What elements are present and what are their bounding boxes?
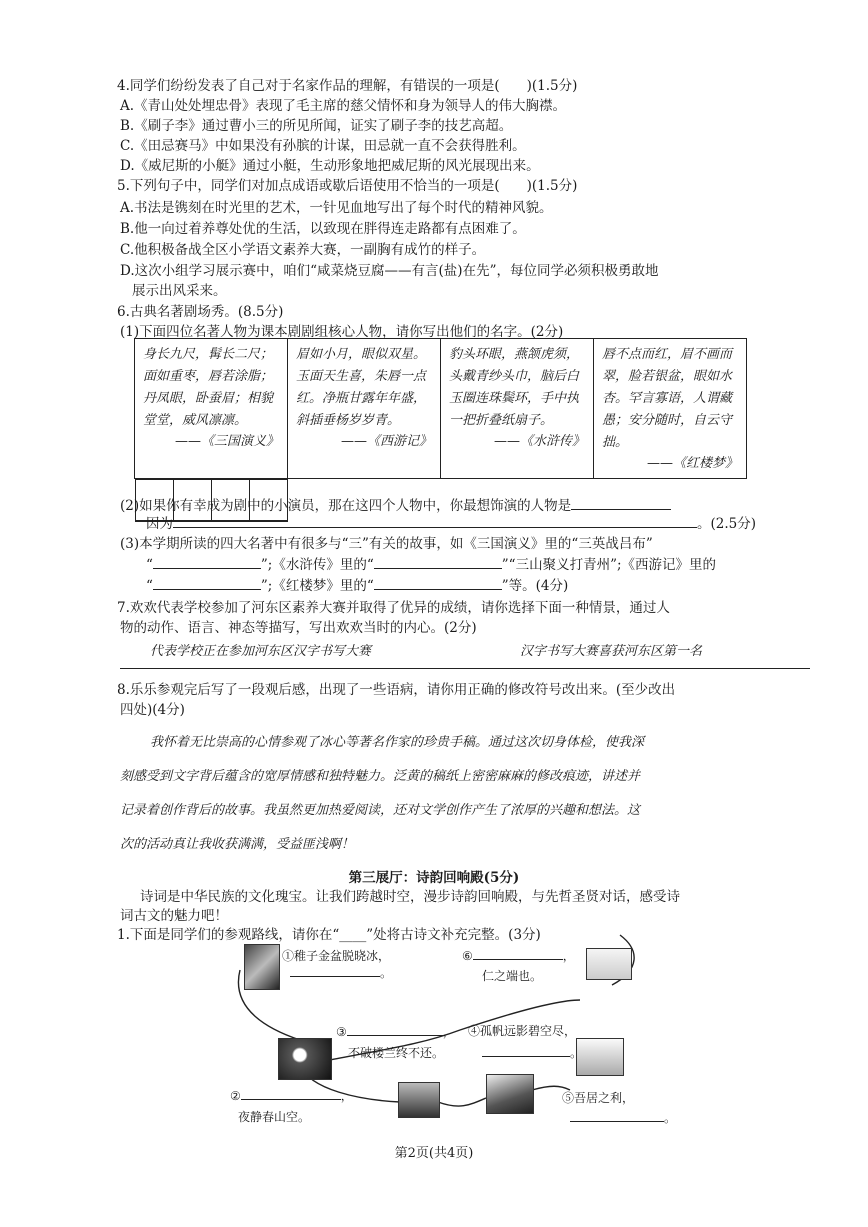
q4-option-a: A.《青山处处埋忠骨》表现了毛主席的慈父情怀和身为领导人的伟大胸襟。 [120,98,567,114]
stop-3-num: ③ [336,1025,347,1039]
quote-mark: “ [146,557,153,573]
q6-sub2-score: 。(2.5分) [697,516,757,532]
section-intro: 诗词是中华民族的文化瑰宝。让我们跨越时空，漫步诗韵回响殿，与先哲圣贤对话，感受诗 [140,889,680,905]
q5-option-d: D.这次小组学习展示赛中，咱们“咸菜烧豆腐——有言(盐)在先”，每位同学必须积极勇敢地 [120,263,659,279]
character-desc: 唇不点而红，眉不画而翠，脸若银盆，眼如水杏。罕言寡语，人谓藏愚；安分随时，自云守拙。 [602,347,733,450]
punct: 。 [664,1111,677,1125]
q4-option-c: C.《田忌赛马》中如果没有孙膑的计谋，田忌就一直不会获得胜利。 [120,138,526,154]
q5-stem: 5.下列句子中，同学们对加点成语或歇后语使用不恰当的一项是( )(1.5分) [117,178,578,194]
character-desc: 眉如小月，眼似双星。玉面天生喜，朱唇一点红。净瓶甘露年年盛，斜插垂杨岁岁青。 [296,347,427,428]
character-source: ——《西游记》 [340,434,432,449]
q6-sub3-line1: (3)本学期所读的四大名著中有很多与“三”有关的故事，如《三国演义》里的“三英战吕布” [120,536,653,552]
answer-blank[interactable] [570,1121,664,1122]
punct: ， [340,1089,353,1103]
q6-sub3-text: ”“三山聚义打青州”;《西游记》里的 [501,557,717,573]
answer-blank[interactable] [347,1035,443,1036]
character-desc: 豹头环眼，燕颔虎须，头戴青纱头巾，脑后白玉圈连珠鬓环，手中执一把折叠纸扇子。 [449,347,580,428]
stop-3 [336,1023,455,1040]
stop-6-line2: 仁之端也。 [482,969,543,983]
stop-5: ⑤吾居之利， [562,1091,635,1105]
hall3-q1-stem: 1.下面是同学们的参观路线，请你在“____”处将古诗文补充完整。(3分) [117,927,541,943]
character-source: ——《水浒传》 [493,434,585,449]
q8-paragraph-line: 我怀着无比崇高的心情参观了冰心等著名作家的珍贵手稿。通过这次切身体检，使我深 [150,735,645,750]
q8-paragraph-line: 次的活动真让我收获满满，受益匪浅啊！ [120,837,355,852]
stop-1-line2 [290,964,392,981]
q7-scene-2[interactable]: 汉字书写大赛喜获河东区第一名 [520,644,703,659]
stop-4-line2 [482,1044,582,1061]
stop-2 [230,1087,353,1104]
character-source: ——《红楼梦》 [646,456,738,471]
q7-stem-line2: 物的动作、语言、神态等描写，写出欢欢当时的内心。(2分) [120,620,477,636]
q5-option-d-cont: 展示出风采来。 [132,283,227,299]
q6-sub3-text: ”等。(4分) [501,578,569,594]
q8-stem-line1: 8.乐乐参观完后写了一段观后感，出现了一些语病，请你用正确的修改符号改出来。(至少改出 [117,682,676,698]
q8-paragraph-line: 刻感受到文字背后蕴含的宽厚情感和独特魅力。泛黄的稿纸上密密麻麻的修改痕迹，讲述并 [120,769,641,784]
q6-sub1: (1)下面四位名著人物为课本剧剧组核心人物，请你写出他们的名字。(2分) [120,324,564,340]
stop-5-line2 [570,1109,676,1126]
punct: 。 [380,966,393,980]
character-desc: 身长九尺，髯长二尺；面如重枣，唇若涂脂；丹凤眼，卧蚕眉；相貌堂堂，威风凛凛。 [143,347,274,428]
stop-3-line2: 不破楼兰终不还。 [348,1046,445,1060]
stop-1 [282,947,390,964]
stop-2-line2: 夜静春山空。 [238,1110,311,1124]
moon-mountain-image [278,1038,332,1080]
child-ice-image [244,944,280,990]
stop-4: ④孤帆远影碧空尽， [468,1024,577,1038]
punct: 。 [570,1046,583,1060]
q5-option-a: A.书法是镌刻在时光里的艺术，一针见血地写出了每个时代的精神风貌。 [120,200,553,216]
q6-sub2-text: (2)如果你有幸成为剧中的小演员，那在这四个人物中，你最想饰演的人物是 [120,498,572,514]
answer-blank[interactable] [482,1056,570,1057]
boat-sail-image [486,1074,534,1114]
desert-image [398,1082,440,1118]
q7-scene-1[interactable]: 代表学校正在参加河东区汉字书写大赛 [150,644,372,659]
stop-6-num: ⑥ [462,949,473,963]
punct: ， [442,1025,455,1039]
q4-stem: 4.同学们纷纷发表了自己对于名家作品的理解，有错误的一项是( )(1.5分) [117,78,578,94]
q6-sub3-text: ”;《水浒传》里的“ [260,557,374,573]
scholars-image [576,1038,624,1076]
q6-sub2-because: 因为 [146,516,173,532]
stop-2-num: ② [230,1089,241,1103]
q6-stem: 6.古典名著剧场秀。(8.5分) [117,304,284,320]
q7-stem-line1: 7.欢欢代表学校参加了河东区素养大赛并取得了优异的成绩，请你选择下面一种情景，通过人 [117,600,670,616]
q5-option-c: C.他积极备战全区小学语文素养大赛，一副胸有成竹的样子。 [120,242,486,258]
q8-paragraph-line: 记录着创作背后的故事。我虽然更加热爱阅读，还对文学创作产生了浓厚的兴趣和想法。这 [120,803,641,818]
punct: ， [562,949,575,963]
route-path [438,1098,486,1106]
q5-option-b: B.他一向过着养尊处优的生活，以致现在胖得连走路都有点困难了。 [120,221,526,237]
character-source: ——《三国演义》 [174,434,279,449]
book-image [586,948,632,980]
section-intro-cont: 词古文的魅力吧！ [120,908,228,924]
q8-stem-line2: 四处)(4分) [120,702,185,718]
q4-option-b: B.《刷子李》通过曹小三的所见所闻，证实了刷子李的技艺高超。 [120,118,513,134]
q4-option-d: D.《威尼斯的小艇》通过小艇，生动形象地把威尼斯的风光展现出来。 [120,158,540,174]
section-title: 第三展厅：诗韵回响殿(5分) [348,870,520,886]
quote-mark: “ [146,578,153,594]
answer-blank[interactable] [473,959,563,960]
q6-sub3-text: ”;《红楼梦》里的“ [260,578,374,594]
stop-6 [462,947,575,964]
page-footer: 第2页(共4页) [394,1146,474,1161]
stop-1-text: ①稚子金盆脱晓冰， [282,949,391,963]
answer-blank[interactable] [241,1099,341,1100]
answer-blank[interactable] [290,976,380,977]
